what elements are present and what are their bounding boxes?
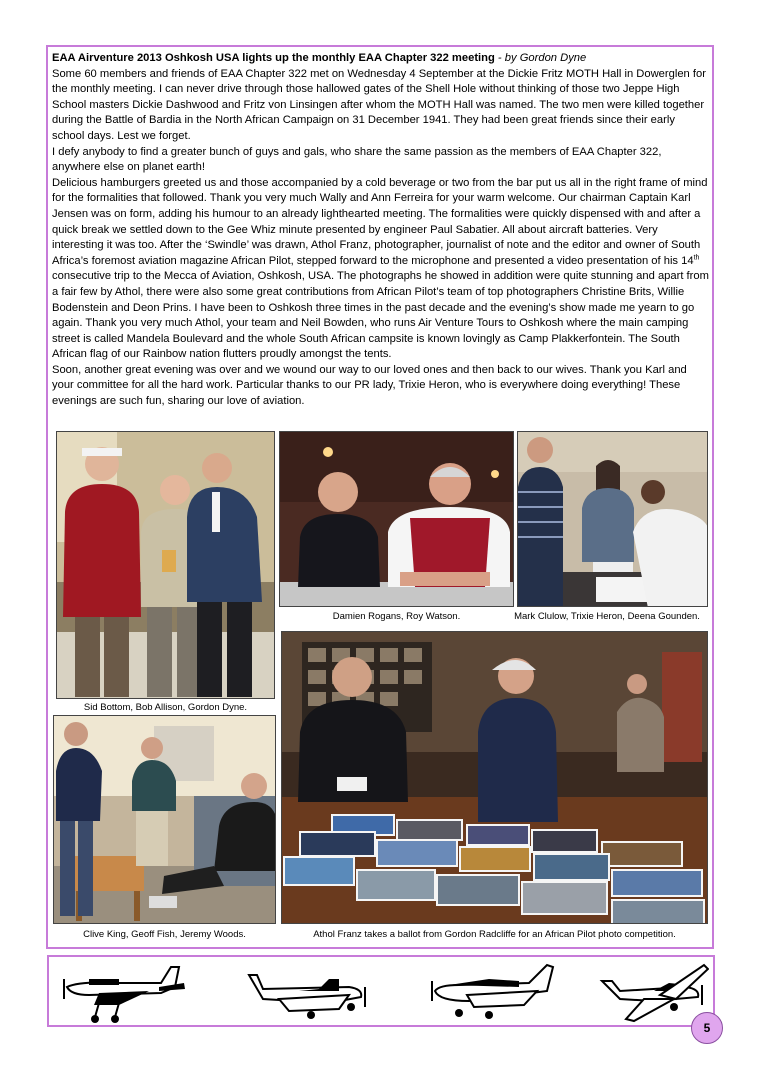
article-byline: - by Gordon Dyne (494, 52, 587, 64)
aircraft-2-icon (239, 961, 369, 1023)
photo-sid-bob-gordon (56, 431, 275, 699)
photo-athol-gordon-competition (281, 631, 708, 924)
caption-photo-4: Clive King, Geoff Fish, Jeremy Woods. (83, 929, 246, 940)
aircraft-3-icon (429, 961, 559, 1023)
photo-mark-trixie-deena (517, 431, 708, 607)
caption-photo-3: Mark Clulow, Trixie Heron, Deena Gounden. (514, 611, 700, 622)
article-title: EAA Airventure 2013 Oshkosh USA lights up the monthly EAA Chapter 322 meeting (52, 52, 495, 64)
article-body (52, 51, 710, 410)
photo-clive-geoff-jeremy (53, 715, 276, 924)
paragraph-3: Delicious hamburgers greeted us and those accompanied by a cold beverage or two from the bar put us all in the right frame of mind for the formalities that followed. Thank you very much Wally and Ann Ferreira for your warm welcome. Our chairman Captain Karl Jensen was on form, adding his humour to an already lighthearted meeting. The formalities were quickly dispensed with and after a quick break we settled down to the Gee Whiz minute presented by engineer Paul Sabatier. All about aircraft batteries. Very interesting it was too. After the ‘Swindle’ was drawn, Athol Franz, photographer, journalist of note and the editor and owner of South Africa’s foremost aviation magazine African Pilot, stepped forward to the microphone and presented a video presentation of his 14th consecutive trip to the Mecca of Aviation, Oshkosh, USA. The photographs he showed in addition were quite stunning and apart from a fair few by Athol, there were also some great contributions from African Pilot’s team of top photographers Christine Brits, Willie Bodenstein and Deon Prins. I have been to Oshkosh three times in the past decade and the evening’s show made me yearn to go again. Thank you very much Athol, your team and Neil Bowden, who runs Air Venture Tours to Oshkosh where the main camping street is called Mandela Boulevard and the whole South African campsite is known lovingly as Camp Plakkerfontein. The South African flag of our Rainbow nation flutters proudly amongst the tents. (52, 176, 709, 361)
aircraft-1-icon (59, 961, 189, 1023)
paragraph-1: Some 60 members and friends of EAA Chapter 322 met on Wednesday 4 September at the Dickie Fritz MOTH Hall in Dowerglen for the monthly meeting. I can never drive through those hallowed gates of the Shell Hole without thinking of those two Jeppe High School masters Dickie Dashwood and Fritz von Linsingen after whom the MOTH Hall was named. The two men were killed together during the Battle of Bardia in the North African Campaign on 31 December 1941. They had been great friends since their early school days. Lest we forget. (52, 67, 706, 142)
photo-damien-roy (279, 431, 514, 607)
caption-photo-5: Athol Franz takes a ballot from Gordon Radcliffe for an African Pilot photo competition. (313, 929, 676, 940)
aircraft-4-icon (594, 961, 709, 1023)
page-number-badge: 5 (691, 1012, 723, 1044)
aircraft-illustration-strip (47, 955, 715, 1027)
caption-photo-1: Sid Bottom, Bob Allison, Gordon Dyne. (83, 702, 248, 713)
caption-photo-2: Damien Rogans, Roy Watson. (332, 611, 461, 622)
paragraph-2: I defy anybody to find a greater bunch of guys and gals, who share the same passion as the members of EAA Chapter 322, anywhere else on planet earth! (52, 145, 662, 174)
paragraph-4: Soon, another great evening was over and we wound our way to our loved ones and then back to our wives. Thank you Karl and your committee for all the hard work. Particular thanks to our PR lady, Trixie Heron, who is everywhere doing everything! These evenings are such fun, sharing our love of aviation. (52, 363, 687, 408)
